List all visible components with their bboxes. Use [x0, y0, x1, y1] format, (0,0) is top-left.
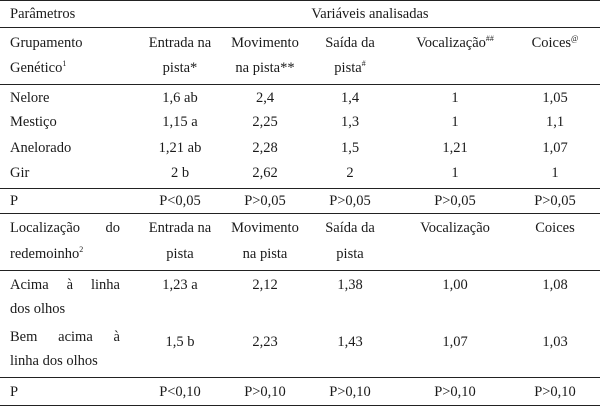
s2-col-entrada-l2: pista	[166, 246, 194, 262]
s1-col-coices: Coices	[531, 35, 572, 51]
s1-col-coices-wrap	[505, 34, 600, 52]
s2-row-label-word: à	[113, 329, 120, 345]
s2-col-saida-l1: Saída da	[325, 220, 375, 236]
s2-row-label-word: Acima	[10, 277, 49, 293]
rule-under-col-headers-1	[0, 84, 600, 85]
s2-row-label-word: Bem	[10, 329, 38, 345]
s1-p-label: P	[10, 193, 19, 209]
s1-cell: 1	[551, 165, 559, 181]
s1-col-vocalizacao-wrap	[390, 34, 520, 52]
s1-cell: 2 b	[170, 165, 190, 181]
s1-cell: 1	[451, 165, 459, 181]
s2-p-cell: P>0,10	[534, 384, 576, 400]
s1-col-saida-sup: #	[361, 59, 366, 69]
s2-row-label-line2: linha dos olhos	[10, 353, 98, 369]
rule-top	[0, 0, 600, 1]
rule-above-p1	[0, 188, 600, 189]
s1-cell: 2,28	[252, 140, 278, 156]
s2-col-movimento-l2: na pista	[242, 246, 288, 262]
s1-row-label: Anelorado	[10, 140, 72, 156]
s2-col-entrada-l1: Entrada na	[148, 220, 212, 236]
s1-col-vocalizacao-sup: ##	[485, 34, 494, 44]
s1-p-cell: P>0,05	[434, 193, 476, 209]
s2-cell: 1,23 a	[162, 277, 198, 293]
section2-param-line1	[10, 219, 120, 237]
s1-col-entrada-l2: pista*	[162, 60, 198, 76]
section1-param-sup: 1	[62, 59, 67, 69]
s2-col-vocalizacao: Vocalização	[420, 220, 490, 236]
s2-p-cell: P>0,10	[434, 384, 476, 400]
s1-cell: 1,3	[340, 114, 360, 130]
s1-p-cell: P>0,05	[244, 193, 286, 209]
s2-cell: 1,07	[442, 334, 468, 350]
s1-p-cell: P>0,05	[534, 193, 576, 209]
s1-cell: 1,6 ab	[162, 90, 198, 106]
s1-p-cell: P<0,05	[159, 193, 201, 209]
s1-cell: 1	[451, 114, 459, 130]
s2-p-cell: P>0,10	[329, 384, 371, 400]
s1-cell: 1,21 ab	[158, 140, 202, 156]
s2-cell: 1,38	[337, 277, 363, 293]
rule-above-p2	[0, 377, 600, 378]
section2-param-word-a: Localização	[10, 220, 81, 236]
s2-row-label-word: acima	[58, 329, 93, 345]
s1-cell: 1,05	[542, 90, 568, 106]
s1-col-saida-l1: Saída da	[325, 35, 375, 51]
s2-col-coices: Coices	[535, 220, 575, 236]
s2-row-label-line2: dos olhos	[10, 301, 66, 317]
s2-p-cell: P<0,10	[159, 384, 201, 400]
s1-cell: 2,25	[252, 114, 278, 130]
s1-cell: 1,07	[542, 140, 568, 156]
s1-row-label: Gir	[10, 165, 30, 181]
header-variaveis: Variáveis analisadas	[311, 6, 429, 22]
s1-p-cell: P>0,05	[329, 193, 371, 209]
rule-under-col-headers-2	[0, 270, 600, 271]
s2-col-movimento-l1: Movimento	[231, 220, 299, 236]
s1-row-label: Mestiço	[10, 114, 57, 130]
s2-cell: 1,00	[442, 277, 468, 293]
s1-cell: 1,1	[545, 114, 565, 130]
s2-cell: 1,03	[542, 334, 568, 350]
s1-col-saida-l2-wrap	[290, 59, 410, 77]
rule-under-header	[0, 27, 600, 28]
section1-param-label	[10, 34, 82, 52]
s1-cell: 1	[451, 90, 459, 106]
s1-col-entrada-l1: Entrada na	[148, 35, 212, 51]
rule-bottom	[0, 405, 600, 406]
s2-cell: 1,5 b	[165, 334, 195, 350]
s1-col-movimento-l2: na pista**	[235, 60, 295, 76]
section2-param-line2-wrap	[10, 245, 83, 263]
s1-cell: 2,62	[252, 165, 278, 181]
s1-cell: 2,4	[255, 90, 275, 106]
s2-row-label-line1	[10, 328, 120, 346]
section2-param-line2: redemoinho	[10, 246, 80, 262]
s1-row-label: Nelore	[10, 90, 50, 106]
s2-p-label: P	[10, 384, 19, 400]
s2-cell: 1,08	[542, 277, 568, 293]
s2-cell: 2,23	[252, 334, 278, 350]
s2-cell: 2,12	[252, 277, 278, 293]
s2-row-label-word: à	[66, 277, 74, 293]
s2-p-cell: P>0,10	[244, 384, 286, 400]
s1-col-coices-sup: @	[571, 34, 579, 44]
section1-param-line2: Genético	[10, 60, 63, 76]
s1-cell: 1,21	[442, 140, 468, 156]
section1-param-line1: Grupamento	[10, 35, 83, 51]
s2-col-saida-l2: pista	[336, 246, 364, 262]
s2-cell: 1,43	[337, 334, 363, 350]
s1-col-vocalizacao: Vocalização	[416, 35, 486, 51]
s1-cell: 1,15 a	[162, 114, 198, 130]
s2-row-label-word: linha	[91, 277, 120, 293]
rule-below-p1	[0, 213, 600, 214]
s1-col-movimento-l1: Movimento	[231, 35, 299, 51]
s1-col-saida-l2: pista	[334, 60, 362, 76]
section2-param-word-b: do	[105, 220, 120, 236]
s2-row-label-line1	[10, 276, 120, 294]
section2-param-sup: 2	[79, 245, 84, 255]
section1-param-label-2	[10, 59, 66, 77]
s1-cell: 1,4	[340, 90, 360, 106]
s1-cell: 1,5	[340, 140, 360, 156]
s1-cell: 2	[346, 165, 354, 181]
header-parametros: Parâmetros	[10, 6, 76, 22]
